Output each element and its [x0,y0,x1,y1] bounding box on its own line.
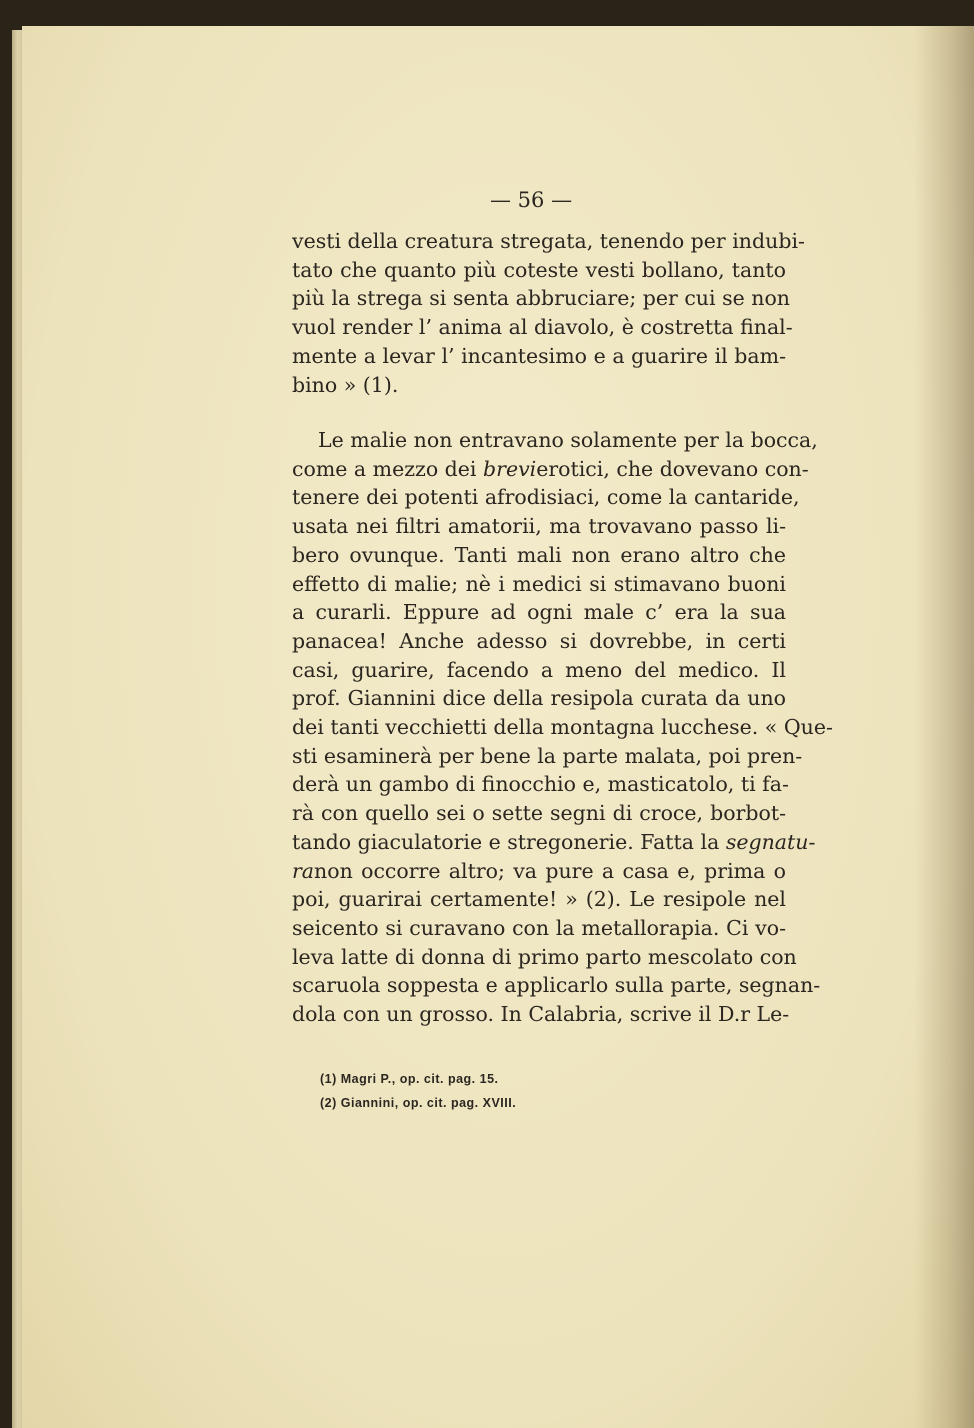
italic-text: segnatu- [725,829,816,854]
text-segment: dei tanti vecchietti della montagna lucchese. « Que- [292,715,833,739]
text-segment: prof. Giannini dice della resipola curata da uno [292,686,786,711]
text-segment: derà un gambo di finocchio e, masticatolo, ti fa- [292,772,789,797]
text-segment: leva latte di donna di primo parto mescolato con [292,944,797,969]
text-line [292,743,803,769]
text-line [292,628,786,654]
text-segment: effetto di malie; nè i medici si stimavano buoni [292,571,786,596]
text-segment: usata nei filtri amatorii, ma trovavano passo li- [292,514,786,539]
text-line [292,372,786,398]
text-segment: non occorre altro; va pure a casa e, prima o [314,858,786,883]
text-segment: scaruola soppesta e applicarlo sulla parte, segnan- [292,973,821,998]
footnote-2: (2) Giannini, op. cit. pag. XVIII. [320,1096,517,1110]
text-segment: panacea! Anche adesso si dovrebbe, in certi [292,628,786,653]
text-segment: vesti della creatura stregata, tenendo per indubi- [292,229,805,253]
text-segment: dola con un grosso. In Calabria, scrive il D.r Le- [292,1002,790,1026]
text-segment: tato che quanto più coteste vesti bollano, tanto [292,257,786,282]
text-segment: Le malie non entravano solamente per la bocca, [318,428,818,452]
text-line [292,599,786,625]
page-gutter [914,26,974,1428]
text-segment: più la strega si senta abbruciare; per cui se non [292,286,790,311]
text-segment: sti esaminerà per bene la parte malata, poi pren- [292,743,803,768]
text-line [292,829,816,855]
text-line [292,257,786,283]
text-segment: bino » (1). [292,372,399,397]
text-segment: come a mezzo dei [292,456,484,481]
text-segment: casi, guarire, facendo a meno del medico. Il [292,657,786,682]
text-segment: mente a levar l’ incantesimo e a guarire il bam- [292,343,786,368]
text-line [292,858,786,884]
text-segment: bero ovunque. Tanti mali non erano altro che [292,542,786,567]
italic-text: brevi [483,456,537,481]
text-segment: erotici, che dovevano con- [536,456,809,481]
text-line [292,228,805,254]
text-segment: a curarli. Eppure ad ogni male c’ era la sua [292,600,786,625]
text-segment: seicento si curavano con la metallorapia. Ci vo- [292,915,786,940]
text-segment: tando giaculatorie e stregonerie. Fatta la [292,829,726,854]
text-line [292,513,786,539]
italic-text: ra [292,858,315,883]
text-segment: poi, guarirai certamente! » (2). Le resipole nel [292,887,786,912]
text-line [292,771,789,797]
text-line [292,685,786,711]
text-line [292,456,809,482]
page-number: — 56 — [490,188,573,212]
text-line [292,542,786,568]
text-line [292,915,786,941]
text-segment: tenere dei potenti afrodisiaci, come la cantaride, [292,485,800,510]
text-line [292,1001,790,1027]
text-line [292,886,786,912]
text-line [292,714,833,740]
text-line [318,427,818,453]
text-line [292,484,800,510]
text-line [292,944,797,970]
text-line [292,343,786,369]
text-line [292,285,790,311]
text-line [292,800,786,826]
footnote-1: (1) Magri P., op. cit. pag. 15. [320,1072,499,1086]
text-segment: vuol render l’ anima al diavolo, è costretta final- [292,315,793,340]
text-line [292,972,821,998]
text-line [292,571,786,597]
text-line [292,314,793,340]
text-line [292,657,786,683]
text-segment: rà con quello sei o sette segni di croce, borbot- [292,801,786,826]
